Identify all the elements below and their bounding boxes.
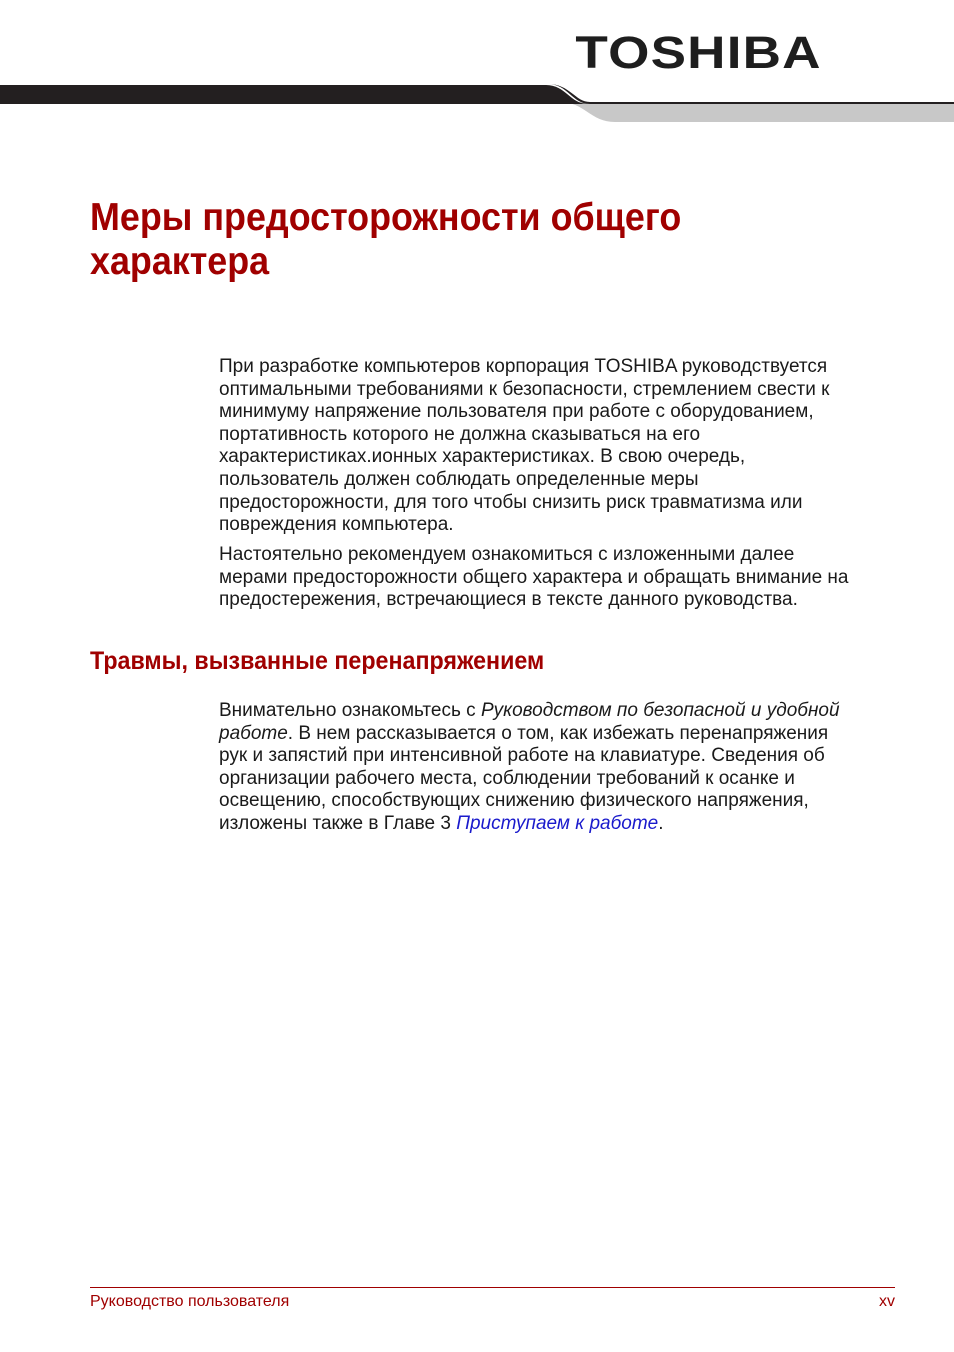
text-line: минимуму напряжение пользователя при работе с оборудованием, [219, 401, 814, 423]
intro-paragraph-1 [219, 356, 909, 537]
text-line: организации рабочего места, соблюдении требований к осанке и [219, 767, 795, 789]
intro-paragraph-2 [219, 544, 909, 612]
header-band [0, 80, 954, 126]
text-line: освещению, способствующих снижению физического напряжения, [219, 790, 809, 812]
text-line [219, 723, 909, 746]
section-paragraph [219, 700, 909, 836]
page-title [90, 196, 808, 284]
page-number: xv [879, 1293, 895, 1310]
text-line [219, 813, 909, 836]
text-line: рук и запястий при интенсивной работе на клавиатуре. Сведения об [219, 745, 825, 767]
page-title-line-2: характера [90, 240, 270, 283]
chapter-link[interactable]: Приступаем к работе [456, 812, 659, 834]
text-line: При разработке компьютеров корпорация TOSHIBA руководствуется [219, 356, 828, 377]
toshiba-logo: TOSHIBA [575, 27, 822, 78]
text-line: повреждения компьютера. [219, 514, 454, 536]
text-line: характеристиках.ионных характеристиках. В свою очередь, [219, 446, 746, 468]
text-line: мерами предосторожности общего характера и обращать внимание на [219, 566, 849, 588]
header-band-light [560, 102, 954, 122]
header-band-dark-main [0, 85, 588, 104]
text-line: оптимальными требованиями к безопасности, стремлением свести к [219, 378, 830, 400]
text-line: пользователь должен соблюдать определенные меры [219, 468, 699, 490]
text-run: Внимательно ознакомьтесь с [219, 700, 481, 721]
text-line [219, 700, 909, 723]
text-line: портативность которого не должна сказываться на его [219, 423, 701, 445]
text-run: . [658, 812, 664, 834]
footer-divider [90, 1287, 895, 1288]
text-line: предостережения, встречающиеся в тексте данного руководства. [219, 589, 798, 611]
section-heading: Травмы, вызванные перенапряжением [90, 647, 545, 675]
footer-manual-title: Руководство пользователя [90, 1293, 290, 1310]
manual-title-italic: работе [219, 722, 288, 744]
page-title-line-1: Меры предосторожности общего [90, 196, 682, 239]
text-run: изложены также в Главе 3 [219, 812, 457, 834]
text-line: предосторожности, для того чтобы снизить риск травматизма или [219, 491, 803, 513]
manual-title-italic: Руководством по безопасной и удобной [480, 700, 840, 721]
text-run: . В нем рассказывается о том, как избежать перенапряжения [287, 722, 829, 744]
text-line: Настоятельно рекомендуем ознакомиться с изложенными далее [219, 544, 795, 565]
